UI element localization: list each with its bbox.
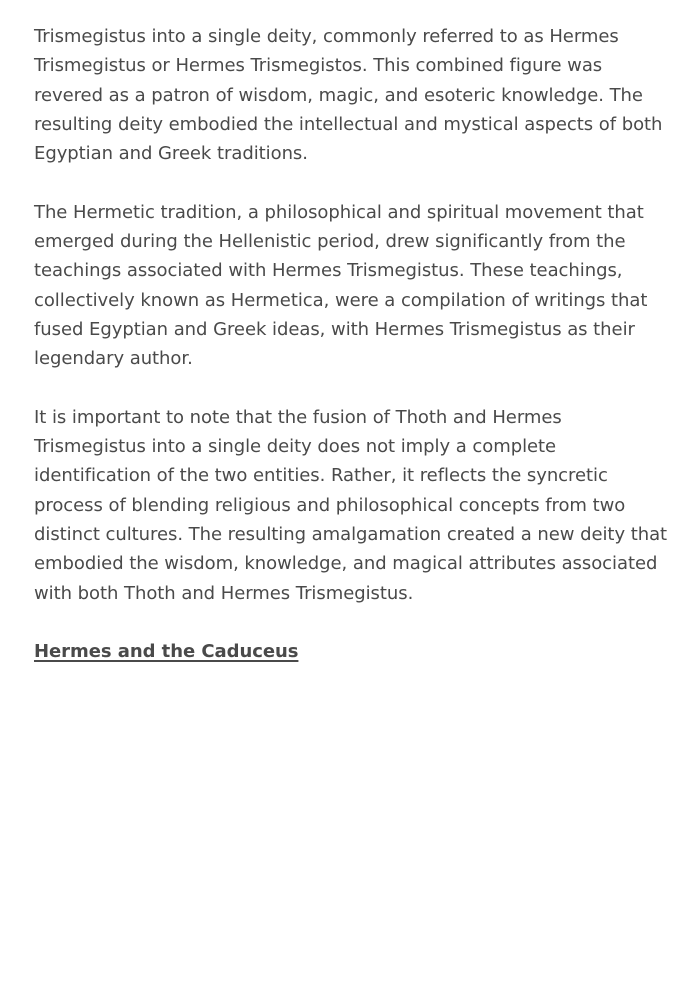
body-paragraph: Trismegistus into a single deity, commonly referred to as Hermes Trismegistus or Hermes Trismegistos. This combined figure was revered as a patron of wisdom, magic, and esoteric knowledge. The resulting deity embodied the intellectual and mystical aspects of both Egyptian and Greek traditions. (34, 26, 663, 165)
body-paragraph: The Hermetic tradition, a philosophical and spiritual movement that emerged during the Hellenistic period, drew significantly from the teachings associated with Hermes Trismegistus. These teachings, collectively known as Hermetica, were a compilation of writings that fused Egyptian and Greek ideas, with Hermes Trismegistus as their legendary author. (34, 201, 648, 370)
body-paragraph: It is important to note that the fusion of Thoth and Hermes Trismegistus into a single deity does not imply a complete identification of the two entities. Rather, it reflects the syncretic process of blending religious and philosophical concepts from two distinct cultures. The resulting amalgamation created a new deity that embodied the wisdom, knowledge, and magical attributes associated with both Thoth and Hermes Trismegistus. (34, 406, 668, 604)
document-page (34, 22, 670, 667)
section-heading-link[interactable]: Hermes and the Caduceus (34, 641, 299, 663)
